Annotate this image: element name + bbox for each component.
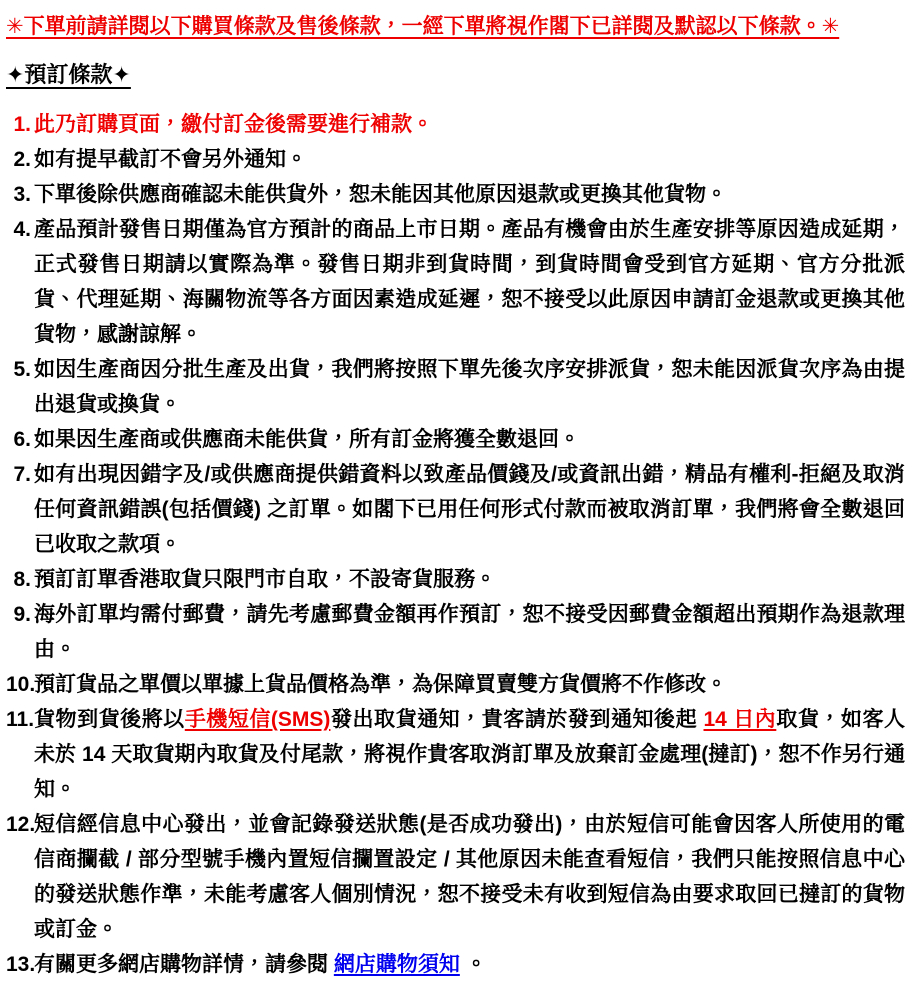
term-text: 短信經信息中心發出，並會記錄發送狀態(是否成功發出)，由於短信可能會因客人所使用的電信商攔截 / 部分型號手機內置短信攔置設定 / 其他原因未能查看短信，我們只能按照信息中心的發送狀態作準，未能考慮客人個別情況，恕不接受未有收到短信為由要求取回已撻訂的貨物或訂金。 [34, 813, 905, 941]
term-text: 如有出現因錯字及/或供應商提供錯資料以致產品價錢及/或資訊出錯，精品有權利-拒絕及取消任何資訊錯誤(包括價錢) 之訂單。如閣下已用任何形式付款而被取消訂單，我們將會全數退回已收取之款項。 [34, 463, 905, 556]
term-item-12 [6, 807, 905, 947]
term-text-segment: 貨物到貨後將以 [34, 708, 185, 731]
term-text: 如果因生產商或供應商未能供貨，所有訂金將獲全數退回。 [34, 428, 580, 451]
item-number: 7. [13, 463, 31, 486]
term-item-3 [6, 177, 905, 212]
term-text: 海外訂單均需付郵費，請先考慮郵費金額再作預訂，恕不接受因郵費金額超出預期作為退款理由。 [34, 603, 905, 661]
item-number: 9. [13, 603, 31, 626]
terms-list [6, 107, 905, 982]
section-heading: ✦預訂條款✦ [6, 62, 131, 87]
term-item-5 [6, 352, 905, 422]
term-item-4 [6, 212, 905, 352]
term-text-segment: 取貨，如客人未於 14 天取貨期內取貨及付尾款，將視作貴客取消訂單及放棄訂金處理(撻訂)，恕不作另行通知。 [34, 708, 906, 801]
term-item-7 [6, 457, 905, 562]
item-number: 1. [13, 113, 31, 136]
item-number: 10. [6, 673, 36, 696]
term-text: 預訂訂單香港取貨只限門市自取，不設寄貨服務。 [34, 568, 496, 591]
term-text: 如有提早截訂不會另外通知。 [34, 148, 307, 171]
item-number: 6. [13, 428, 31, 451]
term-item-9 [6, 597, 905, 667]
term-item-2 [6, 142, 905, 177]
term-item-11 [6, 702, 905, 807]
term-text-segment: 發出取貨通知，貴客請於發到通知後起 [330, 708, 704, 731]
term-text [34, 708, 905, 801]
item-number: 8. [13, 568, 31, 591]
sms-highlight: 手機短信(SMS) [184, 708, 331, 731]
term-item-6 [6, 422, 905, 457]
term-text-segment: 。 [459, 953, 487, 976]
term-text: 產品預計發售日期僅為官方預計的商品上市日期。產品有機會由於生產安排等原因造成延期，正式發售日期請以實際為準。發售日期非到貨時間，到貨時間會受到官方延期、官方分批派貨、代理延期、海關物流等各方面因素造成延遲，恕不接受以此原因申請訂金退款或更換其他貨物，感謝諒解。 [34, 218, 905, 346]
item-number: 11. [6, 708, 35, 731]
term-text-segment: 有關更多網店購物詳情，請參閱 [34, 953, 334, 976]
page-title: ✳下單前請詳閱以下購買條款及售後條款，一經下單將視作閣下已詳閱及默認以下條款。✳ [6, 15, 840, 38]
term-text: 此乃訂購頁面，繳付訂金後需要進行補款。 [34, 113, 433, 136]
term-text: 預訂貨品之單價以單據上貨品價格為準，為保障買賣雙方貨價將不作修改。 [34, 673, 727, 696]
item-number: 2. [13, 148, 31, 171]
shop-notice-link[interactable]: 網店購物須知 [333, 953, 460, 976]
term-text: 如因生產商因分批生產及出貨，我們將按照下單先後次序安排派貨，恕未能因派貨次序為由提出退貨或換貨。 [34, 358, 905, 416]
item-number: 4. [13, 218, 31, 241]
term-text [34, 953, 487, 976]
term-item-1 [6, 107, 905, 142]
item-number: 3. [13, 183, 31, 206]
term-text: 下單後除供應商確認未能供貨外，恕未能因其他原因退款或更換其他貨物。 [34, 183, 727, 206]
item-number: 12. [6, 813, 36, 836]
term-item-13 [6, 947, 905, 982]
item-number: 13. [6, 953, 36, 976]
term-item-8 [6, 562, 905, 597]
term-item-10 [6, 667, 905, 702]
pickup-deadline-highlight: 14 日內 [703, 708, 777, 731]
item-number: 5. [13, 358, 31, 381]
